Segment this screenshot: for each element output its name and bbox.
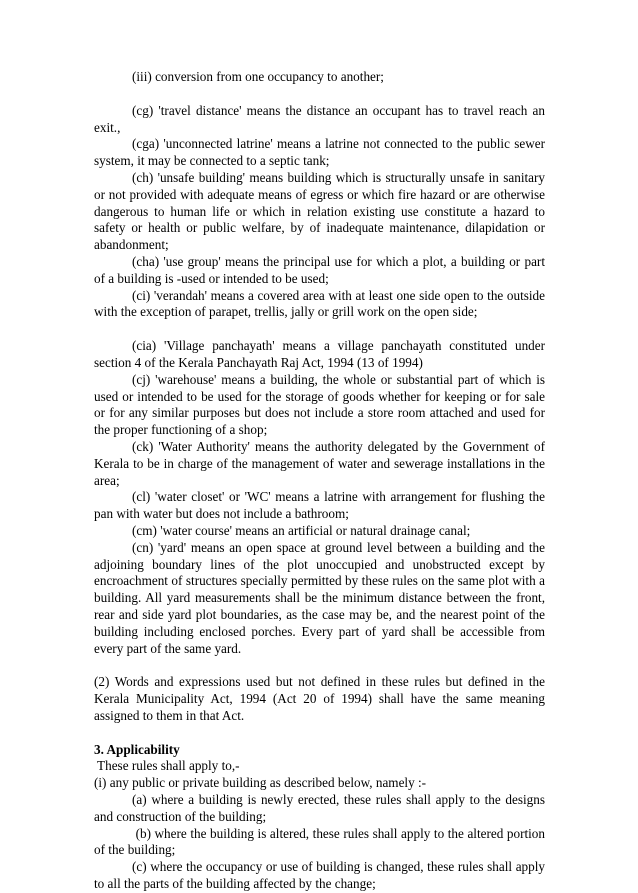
definition-cm: (cm) 'water course' means an artificial or natural drainage canal; (132, 522, 471, 538)
definition-cga: (cga) 'unconnected latrine' means a latrine not connected to the public sewer system, it may be connected to a septic tank; (94, 136, 545, 169)
definition-cj: (cj) 'warehouse' means a building, the whole or substantial part of which is used or intended to be used for the storage of goods whether for keeping or for sale or for any similar purposes but does not include a store room attached and used for the proper functioning of a shop; (94, 371, 545, 438)
definition-cl: (cl) 'water closet' or 'WC' means a latrine with arrangement for flushing the pan with water but does not include a bathroom; (94, 489, 545, 522)
applicability-clause-c: (c) where the occupancy or use of building is changed, these rules shall apply to all the parts of the building affected by the change; (94, 859, 545, 892)
definition-ck: (ck) 'Water Authority' means the authority delegated by the Government of Kerala to be in charge of the management of water and sewerage installations in the area; (94, 438, 545, 488)
definition-cn: (cn) 'yard' means an open space at ground level between a building and the adjoining boundary lines of the plot unoccupied and unobstructed except by encroachment of structures specially permitted by these rules on the same plot with a building. All yard measurements shall be the minimum distance between the front, rear and side yard plot boundaries, as the case may be, and the nearest point of the building including enclosed porches. Every part of yard shall be accessible from every part of the same yard. (94, 539, 545, 656)
applicability-clause-i: (i) any public or private building as described below, namely :- (94, 775, 427, 791)
document-page (94, 69, 549, 893)
definition-cg: (cg) 'travel distance' means the distance an occupant has to travel reach an exit., (94, 102, 545, 135)
clause-iii: (iii) conversion from one occupancy to another; (132, 69, 384, 84)
applicability-clause-b: (b) where the building is altered, these rules shall apply to the altered portion of the building; (94, 825, 549, 858)
definition-ci: (ci) 'verandah' means a covered area with at least one side open to the outside with the exception of parapet, trellis, jally or grill work on the open side; (94, 287, 545, 320)
subsection-2: (2) Words and expressions used but not defined in these rules but defined in the Kerala Municipality Act, 1994 (Act 20 of 1994) shall have the same meaning assigned to them in that Act. (94, 674, 545, 723)
applicability-clause-a: (a) where a building is newly erected, these rules shall apply to the designs and construction of the building; (94, 792, 545, 824)
section-heading: 3. Applicability (94, 741, 180, 757)
applicability-intro: These rules shall apply to,- (94, 758, 240, 774)
definition-cia: (cia) 'Village panchayath' means a village panchayath constituted under section 4 of the Kerala Panchayath Raj Act, 1994 (13 of 1994) (94, 338, 545, 370)
definition-cha: (cha) 'use group' means the principal use for which a plot, a building or part of a building is -used or intended to be used; (94, 253, 545, 286)
definition-ch: (ch) 'unsafe building' means building which is structurally unsafe in sanitary or not provided with adequate means of egress or which fire hazard or are otherwise dangerous to human life or which in relation existing use constitute a hazard to safety or health or public welfare, by of inadequate maintenance, dilapidation or abandonment; (94, 169, 545, 253)
